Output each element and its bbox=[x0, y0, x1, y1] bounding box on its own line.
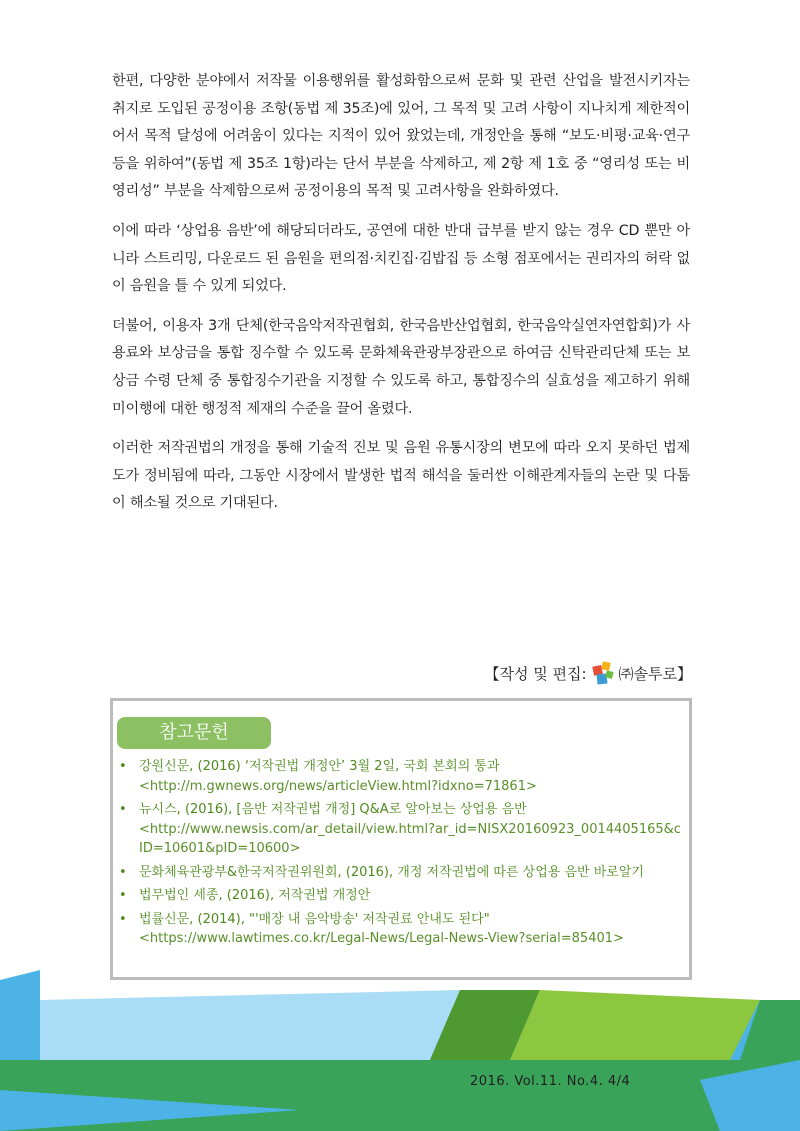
reference-text: 뉴시스, (2016), [음반 저작권법 개정] Q&A로 알아보는 상업용 음반 bbox=[139, 802, 527, 817]
article-body bbox=[112, 68, 690, 530]
reference-url[interactable]: <https://www.lawtimes.co.kr/Legal-News/Legal-News-View?serial=85401> bbox=[139, 931, 624, 946]
editor-credit bbox=[470, 660, 692, 686]
reference-text: 문화체육관광부&한국저작권위원회, (2016), 개정 저작권법에 따른 상업용 음반 바로알기 bbox=[139, 864, 644, 880]
footer-decoration bbox=[0, 960, 800, 1131]
reference-text: 법무법인 세종, (2016), 저작권법 개정안 bbox=[139, 888, 371, 903]
bullet-icon: • bbox=[119, 759, 127, 774]
paragraph-2: 이에 따라 ‘상업용 음반’에 해당되더라도, 공연에 대한 반대 급부를 받지 않는 경우 CD 뿐만 아니라 스트리밍, 다운로드 된 음원을 편의점·치킨집·김밥집 등 소형 점포에서는 권리자의 허락 없이 음원을 틀 수 있게 되었다. bbox=[112, 222, 690, 295]
reference-item bbox=[117, 757, 681, 796]
paragraph-1: 한편, 다양한 분야에서 저작물 이용행위를 활성화함으로써 문화 및 관련 산업을 발전시키자는 취지로 도입된 공정이용 조항(동법 제 35조)에 있어, 그 목적 및 고려 사항이 지나치게 제한적이어서 목적 달성에 어려움이 있다는 지적이 있어 왔었는데, 개정안을 통해 “보도·비평·교육·연구 등을 위하여”(동법 제 35조 1항)라는 단서 부분을 삭제하고, 제 2항 제 1호 중 “영리성 또는 비영리성” 부분을 삭제함으로써 공정이용의 목적 및 고려사항을 완화하였다. bbox=[112, 73, 690, 200]
reference-item bbox=[117, 886, 681, 906]
references-title: 참고문헌 bbox=[117, 717, 271, 749]
paragraph-3: 더불어, 이용자 3개 단체(한국음악저작권협회, 한국음반산업협회, 한국음악실연자연합회)가 사용료와 보상금을 통합 징수할 수 있도록 문화체육관광부장관으로 하여금 신탁관리단체 또는 보상금 수령 단체 중 통합징수기관을 지정할 수 있도록 하고, 통합징수의 실효성을 제고하기 위해 미이행에 대한 행정적 제재의 수준을 끌어 올렸다. bbox=[112, 317, 690, 417]
reference-url[interactable]: <http://m.gwnews.org/news/articleView.html?idxno=71861> bbox=[139, 778, 537, 794]
footer-band-light bbox=[40, 990, 460, 1070]
paragraph-4: 이러한 저작권법의 개정을 통해 기술적 진보 및 음원 유통시장의 변모에 따라 오지 못하던 법제도가 정비됨에 따라, 그동안 시장에서 발생한 법적 해석을 둘러싼 이해관계자들의 논란 및 다툼이 해소될 것으로 기대된다. bbox=[112, 440, 690, 512]
bullet-icon: • bbox=[119, 911, 127, 927]
bullet-icon: • bbox=[119, 802, 127, 817]
reference-item bbox=[117, 800, 681, 859]
reference-text: 강원신문, (2016) ‘저작권법 개정안’ 3월 2일, 국회 본회의 통과 bbox=[139, 759, 500, 774]
references-box bbox=[110, 698, 692, 980]
credit-label: 【작성 및 편집: bbox=[484, 664, 587, 683]
credit-company: ㈜솔투로】 bbox=[618, 664, 692, 683]
bullet-icon: • bbox=[119, 888, 127, 903]
reference-text: 법률신문, (2014), "'매장 내 음악방송' 저작권료 안내도 된다" bbox=[139, 911, 490, 927]
reference-url[interactable]: <http://www.newsis.com/ar_detail/view.html?ar_id=NISX20160923_0014405165&cID=10601&pID=10600> bbox=[139, 821, 681, 856]
references-list bbox=[117, 757, 681, 953]
issue-info: 2016. Vol.11. No.4. 4/4 bbox=[470, 1074, 631, 1089]
bullet-icon: • bbox=[119, 864, 127, 880]
footer-band-green bbox=[510, 990, 760, 1060]
reference-item bbox=[117, 863, 681, 883]
reference-item bbox=[117, 910, 681, 949]
soltworo-logo-icon bbox=[591, 660, 615, 686]
